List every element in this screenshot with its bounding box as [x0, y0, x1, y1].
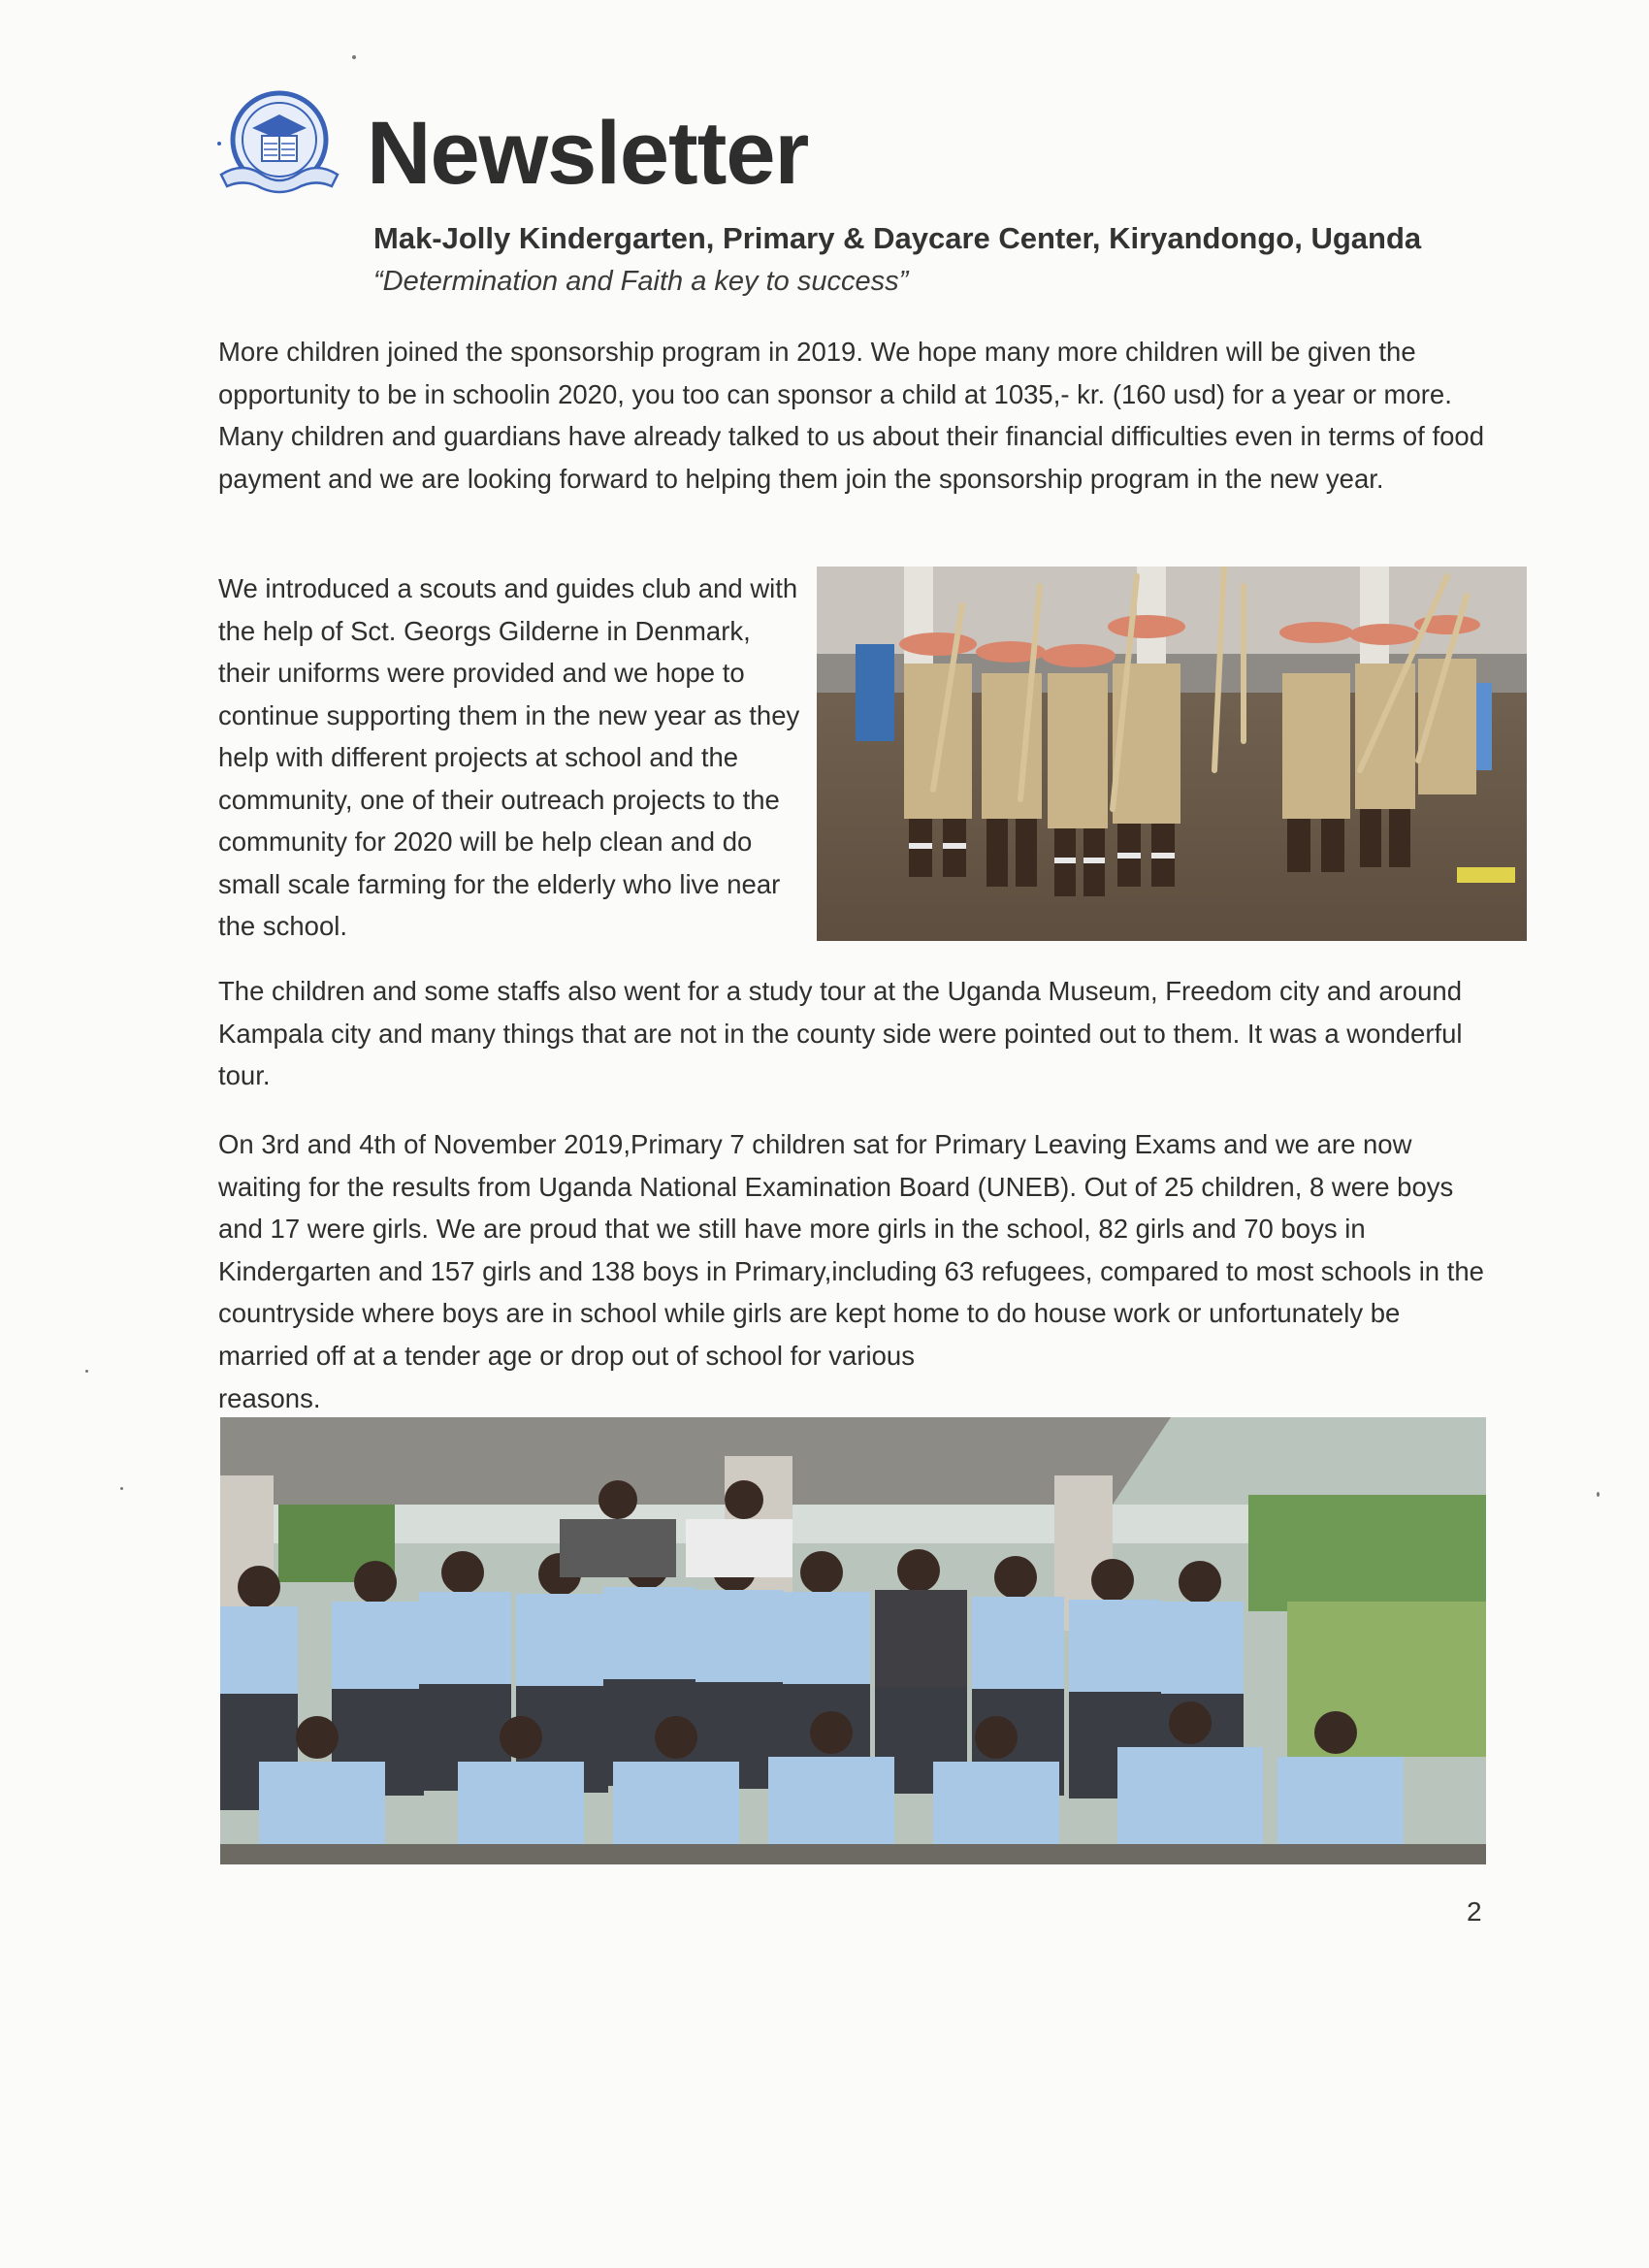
scouts-paragraph: We introduced a scouts and guides club and with the help of Sct. Georgs Gilderne in Denmark, their uniforms were provided and we hope to continue supporting them in the new year as they help with different projects at school and the community, one of their outreach projects to the community for 2020 will be help clean and do small scale farming for the elderly who live near the school. [218, 573, 800, 941]
sponsorship-paragraph: More children joined the sponsorship program in 2019. We hope many more children will be given the opportunity to be in schoolin 2020, you too can sponsor a child at 1035,- kr. (160 usd) for a year or more. Many children and guardians have already talked to us about their financial difficulties even in terms of food payment and we are looking forward to helping them join the sponsorship program in the new year. [218, 337, 1484, 494]
exams-paragraph-end: reasons. [218, 1383, 321, 1413]
scouts-guides-photo [817, 567, 1527, 941]
exams-paragraph: On 3rd and 4th of November 2019,Primary 7 children sat for Primary Leaving Exams and we are now waiting for the results from Uganda National Examination Board (UNEB). Out of 25 children, 8 were boys and 17 were girls. We are proud that we still have more girls in the school, 82 girls and 70 boys in Kindergarten and 157 girls and 138 boys in Primary,including 63 refugees, compared to most schools in the countryside where boys are in school while girls are kept home to do house work or unfortunately be married off at a tender age or drop out of school for various [218, 1129, 1484, 1371]
scan-speck [352, 55, 356, 59]
study-tour-paragraph: The children and some staffs also went for a study tour at the Uganda Museum, Freedom city and around Kampala city and many things that are not in the county side were pointed out to them. It was a wonderful tour. [218, 976, 1463, 1090]
school-logo [213, 85, 345, 200]
pupils-group-photo [220, 1417, 1486, 1864]
school-name-subtitle: Mak-Jolly Kindergarten, Primary & Daycare Center, Kiryandongo, Uganda [373, 221, 1422, 255]
scouts-photo-illustration [817, 567, 1527, 941]
scan-speck [1597, 1492, 1600, 1497]
school-motto: “Determination and Faith a key to success” [373, 266, 909, 297]
newsletter-title: Newsletter [367, 104, 809, 203]
scan-speck [85, 1370, 88, 1373]
page-number: 2 [1467, 1896, 1482, 1927]
group-photo-illustration [220, 1417, 1486, 1864]
scan-speck [120, 1487, 123, 1490]
